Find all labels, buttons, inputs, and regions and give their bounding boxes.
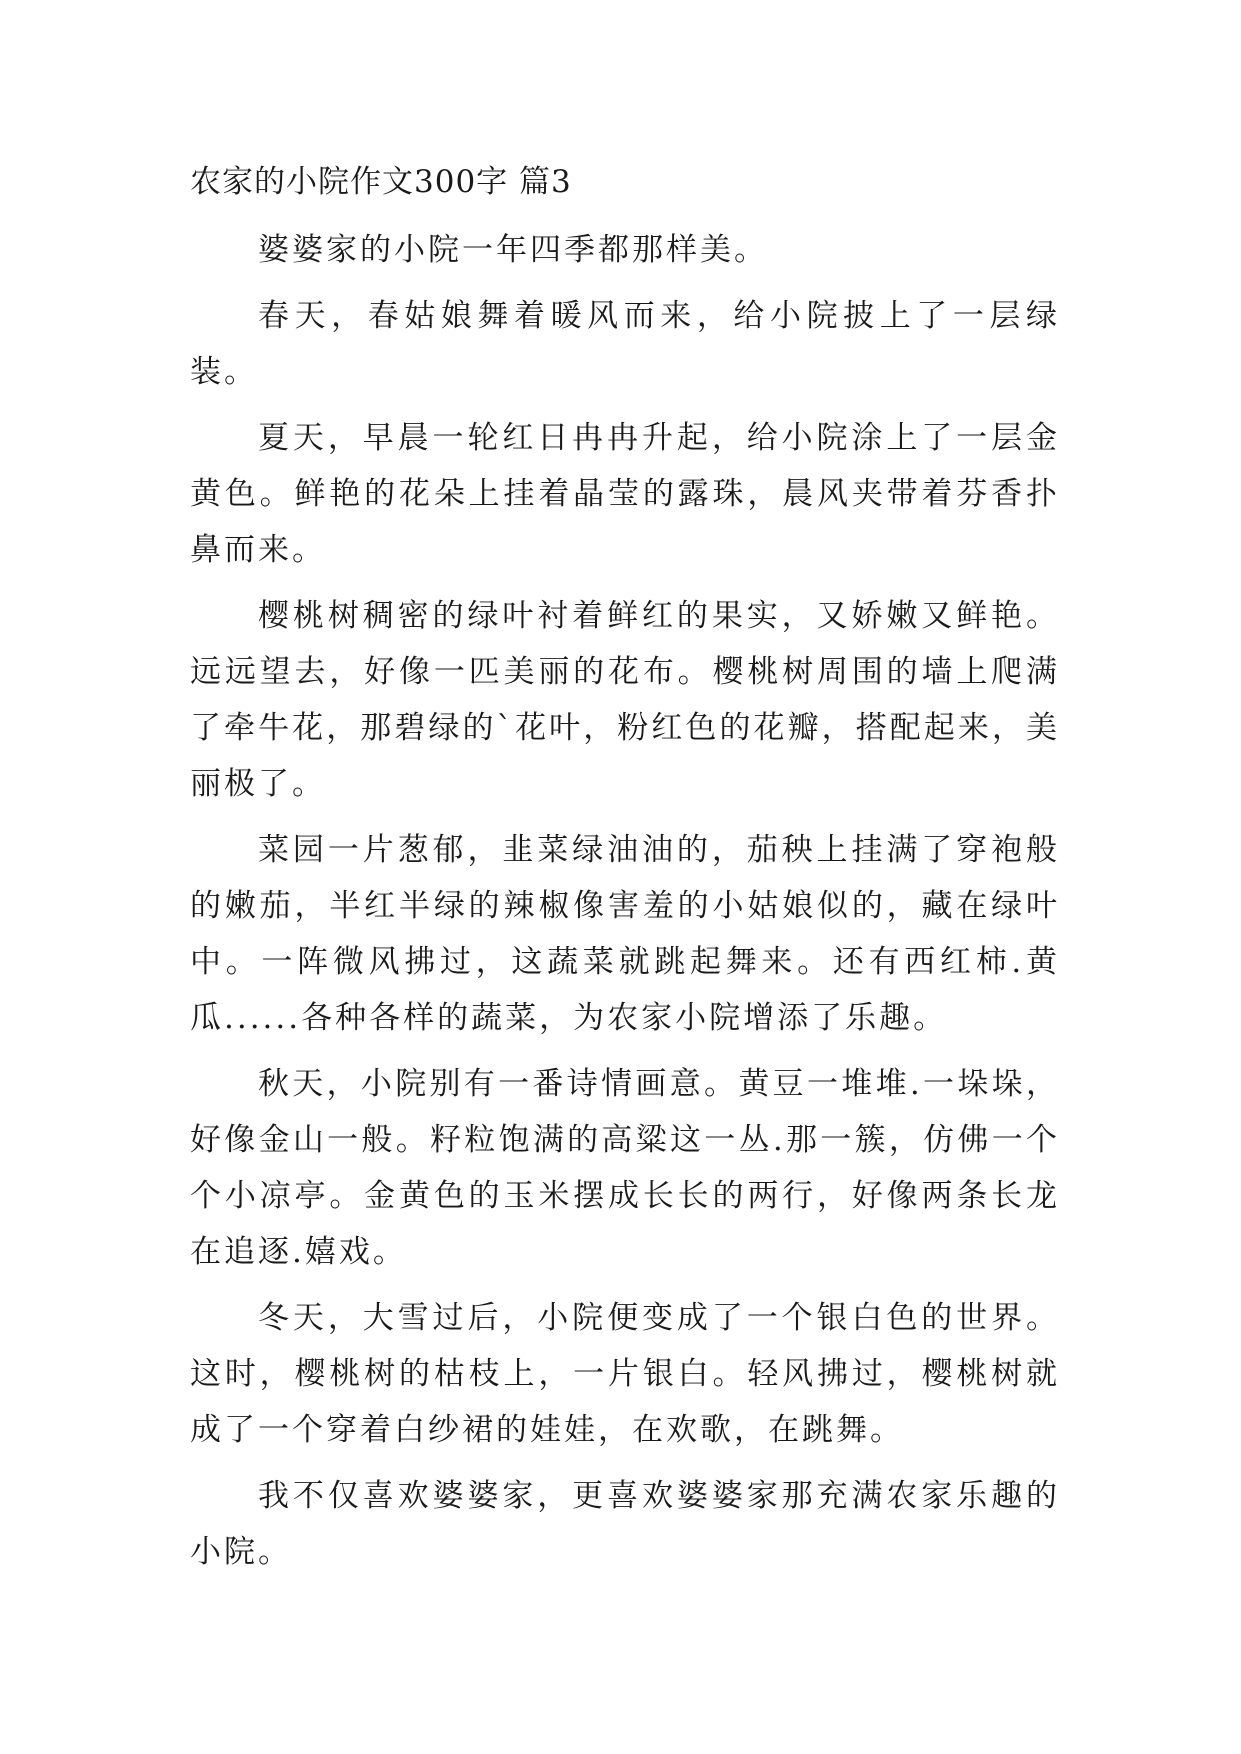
paragraph-cherry-tree: 樱桃树稠密的绿叶衬着鲜红的果实，又娇嫩又鲜艳。远远望去，好像一匹美丽的花布。樱桃树周围的墙上爬满了牵牛花，那碧绿的`花叶，粉红色的花瓣，搭配起来，美丽极了。 (190, 598, 1060, 802)
paragraph-conclusion: 我不仅喜欢婆婆家，更喜欢婆婆家那充满农家乐趣的小院。 (190, 1478, 1060, 1570)
document-body (190, 222, 1060, 1590)
paragraph-summer: 夏天，早晨一轮红日冉冉升起，给小院涂上了一层金黄色。鲜艳的花朵上挂着晶莹的露珠，晨风夹带着芬香扑鼻而来。 (190, 420, 1060, 568)
paragraph-intro: 婆婆家的小院一年四季都那样美。 (258, 232, 768, 268)
paragraph-vegetable-garden: 菜园一片葱郁，韭菜绿油油的，茄秧上挂满了穿袍般的嫩茄，半红半绿的辣椒像害羞的小姑娘似的，藏在绿叶中。一阵微风拂过，这蔬菜就跳起舞来。还有西红柿.黄瓜......各种各样的蔬菜，为农家小院增添了乐趣。 (190, 832, 1060, 1036)
paragraph-winter: 冬天，大雪过后，小院便变成了一个银白色的世界。这时，樱桃树的枯枝上，一片银白。轻风拂过，樱桃树就成了一个穿着白纱裙的娃娃，在欢歌，在跳舞。 (190, 1300, 1060, 1448)
paragraph-autumn: 秋天，小院别有一番诗情画意。黄豆一堆堆.一垛垛，好像金山一般。籽粒饱满的高粱这一丛.那一簇，仿佛一个个小凉亭。金黄色的玉米摆成长长的两行，好像两条长龙在追逐.嬉戏。 (190, 1066, 1060, 1270)
paragraph-spring: 春天，春姑娘舞着暖风而来，给小院披上了一层绿装。 (190, 298, 1060, 390)
document-title: 农家的小院作文300字 篇3 (190, 164, 572, 200)
